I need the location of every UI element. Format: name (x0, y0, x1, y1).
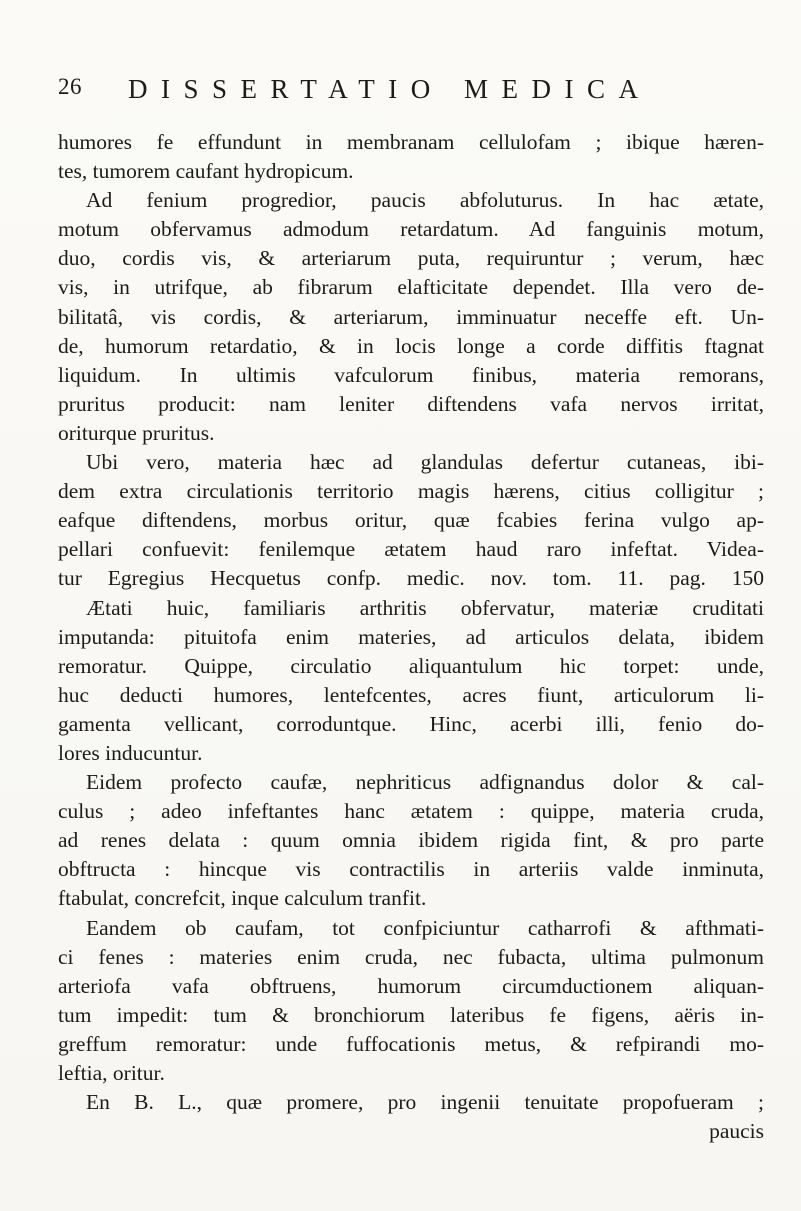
text-line: Eidem profecto caufæ, nephriticus adfignandus dolor & cal- (86, 770, 764, 795)
text-line: vis, in utrifque, ab fibrarum elafticitate dependet. Illa vero de- (58, 275, 764, 300)
body-text (58, 128, 764, 1146)
text-line: ci fenes : materies enim cruda, nec fubacta, ultima pulmonum (58, 944, 764, 969)
text-line: culus ; adeo infeftantes hanc ætatem : quippe, materia cruda, (58, 799, 764, 824)
text-line: obftructa : hincque vis contractilis in arteriis valde inminuta, (58, 857, 764, 882)
text-line: oriturque pruritus. (58, 420, 215, 445)
text-line: pellari confuevit: fenilemque ætatem haud raro infeftat. Videa- (58, 537, 764, 562)
text-line: huc deducti humores, lentefcentes, acres fiunt, articulorum li- (58, 682, 764, 707)
text-line: tur Egregius Hecquetus confp. medic. nov. tom. 11. pag. 150 (58, 566, 764, 591)
text-line: lores inducuntur. (58, 740, 203, 765)
text-line: liquidum. In ultimis vafculorum finibus, materia remorans, (58, 362, 764, 387)
text-line: tum impedit: tum & bronchiorum lateribus fe figens, aëris in- (58, 1002, 764, 1027)
text-line: ftabulat, concrefcit, inque calculum tranfit. (58, 886, 427, 911)
text-line: pruritus producit: nam leniter diftendens vafa nervos irritat, (58, 391, 764, 416)
text-line: imputanda: pituitofa enim materies, ad articulos delata, ibidem (58, 624, 764, 649)
page-number: 26 (58, 74, 82, 99)
text-line: greffum remoratur: unde fuffocationis metus, & refpirandi mo- (58, 1031, 764, 1056)
page-header (58, 74, 758, 110)
text-line: Ubi vero, materia hæc ad glandulas defertur cutaneas, ibi- (86, 450, 764, 475)
text-line: eafque diftendens, morbus oritur, quæ fcabies ferina vulgo ap- (58, 508, 764, 533)
text-line: motum obfervamus admodum retardatum. Ad fanguinis motum, (58, 217, 764, 242)
text-line: gamenta vellicant, corroduntque. Hinc, acerbi illi, fenio do- (58, 711, 764, 736)
text-line: Ætati huic, familiaris arthritis obfervatur, materiæ cruditati (86, 595, 764, 620)
text-line: bilitatâ, vis cordis, & arteriarum, imminuatur neceffe eft. Un- (58, 304, 764, 329)
text-line: duo, cordis vis, & arteriarum puta, requiruntur ; verum, hæc (58, 246, 764, 271)
text-line: ad renes delata : quum omnia ibidem rigida fint, & pro parte (58, 828, 764, 853)
text-line: dem extra circulationis territorio magis hærens, citius colligitur ; (58, 479, 764, 504)
text-line: humores fe effundunt in membranam cellulofam ; ibique hæren- (58, 130, 764, 154)
text-line: En B. L., quæ promere, pro ingenii tenuitate propofueram ; (86, 1090, 764, 1115)
catchword: paucis (709, 1119, 764, 1144)
text-line: Eandem ob caufam, tot confpiciuntur catharrofi & afthmati- (86, 915, 764, 940)
text-line: Ad fenium progredior, paucis abfoluturus. In hac ætate, (86, 188, 764, 213)
text-line: remoratur. Quippe, circulatio aliquantulum hic torpet: unde, (58, 653, 764, 678)
text-line: de, humorum retardatio, & in locis longe a corde diffitis ftagnat (58, 333, 764, 358)
running-title: DISSERTATIO MEDICA (128, 74, 652, 104)
text-line: arteriofa vafa obftruens, humorum circumductionem aliquan- (58, 973, 764, 998)
text-line: tes, tumorem caufant hydropicum. (58, 159, 354, 184)
text-line: leftia, oritur. (58, 1061, 165, 1085)
